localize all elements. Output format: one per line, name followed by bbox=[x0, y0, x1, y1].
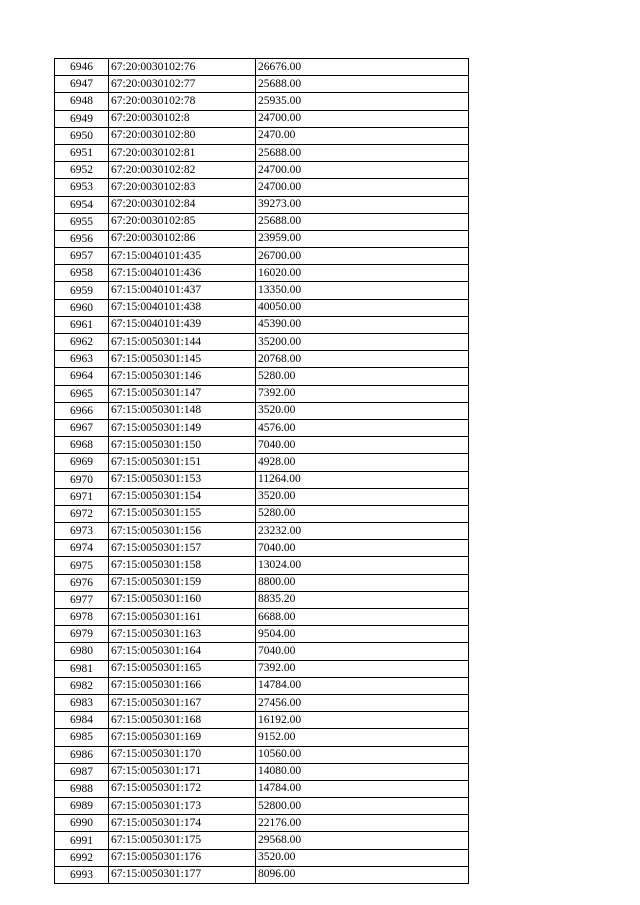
cadastral-number-cell: 67:20:0030102:77 bbox=[109, 76, 256, 93]
value-cell: 13350.00 bbox=[256, 282, 469, 299]
table-row bbox=[55, 419, 469, 436]
cadastral-number-cell: 67:15:0050301:163 bbox=[109, 626, 256, 643]
row-number-cell: 6967 bbox=[55, 419, 109, 436]
row-number-cell: 6960 bbox=[55, 299, 109, 316]
row-number-cell: 6957 bbox=[55, 248, 109, 265]
row-number-cell: 6970 bbox=[55, 471, 109, 488]
table-row bbox=[55, 540, 469, 557]
row-number-cell: 6973 bbox=[55, 523, 109, 540]
value-cell: 25688.00 bbox=[256, 144, 469, 161]
cadastral-number-cell: 67:15:0050301:158 bbox=[109, 557, 256, 574]
row-number-cell: 6982 bbox=[55, 677, 109, 694]
cadastral-number-cell: 67:15:0050301:166 bbox=[109, 677, 256, 694]
value-cell: 14080.00 bbox=[256, 763, 469, 780]
value-cell: 9152.00 bbox=[256, 729, 469, 746]
table-row bbox=[55, 316, 469, 333]
value-cell: 25688.00 bbox=[256, 76, 469, 93]
value-cell: 3520.00 bbox=[256, 488, 469, 505]
cadastral-number-cell: 67:15:0050301:148 bbox=[109, 402, 256, 419]
row-number-cell: 6976 bbox=[55, 574, 109, 591]
row-number-cell: 6969 bbox=[55, 454, 109, 471]
value-cell: 7040.00 bbox=[256, 437, 469, 454]
cadastral-number-cell: 67:15:0050301:144 bbox=[109, 334, 256, 351]
cadastral-number-cell: 67:15:0040101:438 bbox=[109, 299, 256, 316]
value-cell: 26676.00 bbox=[256, 59, 469, 76]
row-number-cell: 6956 bbox=[55, 230, 109, 247]
value-cell: 24700.00 bbox=[256, 110, 469, 127]
row-number-cell: 6961 bbox=[55, 316, 109, 333]
cadastral-number-cell: 67:15:0050301:151 bbox=[109, 454, 256, 471]
table-row bbox=[55, 832, 469, 849]
value-cell: 8835.20 bbox=[256, 591, 469, 608]
row-number-cell: 6962 bbox=[55, 334, 109, 351]
value-cell: 25688.00 bbox=[256, 213, 469, 230]
row-number-cell: 6979 bbox=[55, 626, 109, 643]
value-cell: 11264.00 bbox=[256, 471, 469, 488]
row-number-cell: 6948 bbox=[55, 93, 109, 110]
row-number-cell: 6975 bbox=[55, 557, 109, 574]
value-cell: 45390.00 bbox=[256, 316, 469, 333]
cadastral-number-cell: 67:15:0050301:161 bbox=[109, 609, 256, 626]
table-row bbox=[55, 385, 469, 402]
cadastral-number-cell: 67:15:0050301:177 bbox=[109, 866, 256, 883]
cadastral-number-cell: 67:15:0050301:146 bbox=[109, 368, 256, 385]
cadastral-number-cell: 67:20:0030102:78 bbox=[109, 93, 256, 110]
cadastral-number-cell: 67:20:0030102:80 bbox=[109, 127, 256, 144]
table-row bbox=[55, 93, 469, 110]
value-cell: 52800.00 bbox=[256, 798, 469, 815]
table-row bbox=[55, 454, 469, 471]
value-cell: 23232.00 bbox=[256, 523, 469, 540]
cadastral-number-cell: 67:15:0050301:172 bbox=[109, 780, 256, 797]
cadastral-number-cell: 67:15:0050301:156 bbox=[109, 523, 256, 540]
value-cell: 20768.00 bbox=[256, 351, 469, 368]
row-number-cell: 6947 bbox=[55, 76, 109, 93]
value-cell: 7040.00 bbox=[256, 643, 469, 660]
table-row bbox=[55, 213, 469, 230]
cadastral-number-cell: 67:20:0030102:81 bbox=[109, 144, 256, 161]
value-cell: 35200.00 bbox=[256, 334, 469, 351]
row-number-cell: 6972 bbox=[55, 505, 109, 522]
table-row bbox=[55, 334, 469, 351]
row-number-cell: 6965 bbox=[55, 385, 109, 402]
row-number-cell: 6984 bbox=[55, 712, 109, 729]
table-row bbox=[55, 248, 469, 265]
row-number-cell: 6978 bbox=[55, 609, 109, 626]
value-cell: 26700.00 bbox=[256, 248, 469, 265]
row-number-cell: 6966 bbox=[55, 402, 109, 419]
table-body bbox=[55, 59, 469, 884]
cadastral-number-cell: 67:20:0030102:8 bbox=[109, 110, 256, 127]
row-number-cell: 6983 bbox=[55, 694, 109, 711]
table-row bbox=[55, 660, 469, 677]
value-cell: 16192.00 bbox=[256, 712, 469, 729]
value-cell: 4576.00 bbox=[256, 419, 469, 436]
row-number-cell: 6987 bbox=[55, 763, 109, 780]
table-row bbox=[55, 712, 469, 729]
row-number-cell: 6951 bbox=[55, 144, 109, 161]
value-cell: 22176.00 bbox=[256, 815, 469, 832]
value-cell: 10560.00 bbox=[256, 746, 469, 763]
value-cell: 7392.00 bbox=[256, 385, 469, 402]
row-number-cell: 6959 bbox=[55, 282, 109, 299]
row-number-cell: 6955 bbox=[55, 213, 109, 230]
row-number-cell: 6988 bbox=[55, 780, 109, 797]
cadastral-number-cell: 67:15:0050301:174 bbox=[109, 815, 256, 832]
cadastral-number-cell: 67:15:0050301:160 bbox=[109, 591, 256, 608]
row-number-cell: 6992 bbox=[55, 849, 109, 866]
cadastral-number-cell: 67:15:0050301:149 bbox=[109, 419, 256, 436]
table-row bbox=[55, 110, 469, 127]
table-row bbox=[55, 729, 469, 746]
cadastral-number-cell: 67:15:0050301:167 bbox=[109, 694, 256, 711]
row-number-cell: 6949 bbox=[55, 110, 109, 127]
row-number-cell: 6958 bbox=[55, 265, 109, 282]
table-row bbox=[55, 798, 469, 815]
cadastral-number-cell: 67:15:0050301:155 bbox=[109, 505, 256, 522]
data-table bbox=[54, 58, 469, 884]
row-number-cell: 6946 bbox=[55, 59, 109, 76]
table-row bbox=[55, 694, 469, 711]
row-number-cell: 6954 bbox=[55, 196, 109, 213]
row-number-cell: 6953 bbox=[55, 179, 109, 196]
row-number-cell: 6968 bbox=[55, 437, 109, 454]
table-row bbox=[55, 144, 469, 161]
value-cell: 13024.00 bbox=[256, 557, 469, 574]
row-number-cell: 6952 bbox=[55, 162, 109, 179]
table-row bbox=[55, 368, 469, 385]
row-number-cell: 6980 bbox=[55, 643, 109, 660]
value-cell: 3520.00 bbox=[256, 849, 469, 866]
cadastral-number-cell: 67:15:0050301:171 bbox=[109, 763, 256, 780]
value-cell: 5280.00 bbox=[256, 505, 469, 522]
cadastral-number-cell: 67:15:0040101:437 bbox=[109, 282, 256, 299]
cadastral-number-cell: 67:15:0050301:150 bbox=[109, 437, 256, 454]
value-cell: 5280.00 bbox=[256, 368, 469, 385]
table-row bbox=[55, 574, 469, 591]
row-number-cell: 6985 bbox=[55, 729, 109, 746]
table-row bbox=[55, 746, 469, 763]
row-number-cell: 6950 bbox=[55, 127, 109, 144]
table-row bbox=[55, 609, 469, 626]
table-row bbox=[55, 780, 469, 797]
value-cell: 23959.00 bbox=[256, 230, 469, 247]
cadastral-number-cell: 67:15:0050301:170 bbox=[109, 746, 256, 763]
table-row bbox=[55, 179, 469, 196]
table-row bbox=[55, 59, 469, 76]
value-cell: 6688.00 bbox=[256, 609, 469, 626]
table-row bbox=[55, 437, 469, 454]
row-number-cell: 6989 bbox=[55, 798, 109, 815]
cadastral-number-cell: 67:15:0050301:176 bbox=[109, 849, 256, 866]
value-cell: 7392.00 bbox=[256, 660, 469, 677]
table-row bbox=[55, 849, 469, 866]
cadastral-number-cell: 67:15:0050301:169 bbox=[109, 729, 256, 746]
table-row bbox=[55, 677, 469, 694]
table-row bbox=[55, 557, 469, 574]
value-cell: 8800.00 bbox=[256, 574, 469, 591]
value-cell: 40050.00 bbox=[256, 299, 469, 316]
value-cell: 27456.00 bbox=[256, 694, 469, 711]
table-row bbox=[55, 351, 469, 368]
value-cell: 7040.00 bbox=[256, 540, 469, 557]
table-row bbox=[55, 162, 469, 179]
cadastral-number-cell: 67:15:0050301:168 bbox=[109, 712, 256, 729]
row-number-cell: 6986 bbox=[55, 746, 109, 763]
table-row bbox=[55, 299, 469, 316]
table-row bbox=[55, 196, 469, 213]
cadastral-number-cell: 67:15:0040101:435 bbox=[109, 248, 256, 265]
cadastral-number-cell: 67:15:0050301:164 bbox=[109, 643, 256, 660]
cadastral-number-cell: 67:15:0050301:154 bbox=[109, 488, 256, 505]
row-number-cell: 6977 bbox=[55, 591, 109, 608]
cadastral-number-cell: 67:15:0050301:173 bbox=[109, 798, 256, 815]
value-cell: 9504.00 bbox=[256, 626, 469, 643]
table-row bbox=[55, 488, 469, 505]
cadastral-number-cell: 67:15:0050301:159 bbox=[109, 574, 256, 591]
table-row bbox=[55, 626, 469, 643]
cadastral-number-cell: 67:15:0050301:153 bbox=[109, 471, 256, 488]
table-row bbox=[55, 643, 469, 660]
row-number-cell: 6971 bbox=[55, 488, 109, 505]
row-number-cell: 6991 bbox=[55, 832, 109, 849]
table-row bbox=[55, 815, 469, 832]
table-row bbox=[55, 866, 469, 883]
table-row bbox=[55, 763, 469, 780]
value-cell: 24700.00 bbox=[256, 179, 469, 196]
cadastral-number-cell: 67:20:0030102:84 bbox=[109, 196, 256, 213]
value-cell: 39273.00 bbox=[256, 196, 469, 213]
cadastral-number-cell: 67:20:0030102:82 bbox=[109, 162, 256, 179]
row-number-cell: 6981 bbox=[55, 660, 109, 677]
cadastral-number-cell: 67:15:0050301:147 bbox=[109, 385, 256, 402]
row-number-cell: 6990 bbox=[55, 815, 109, 832]
table-row bbox=[55, 230, 469, 247]
value-cell: 14784.00 bbox=[256, 677, 469, 694]
table-row bbox=[55, 127, 469, 144]
cadastral-number-cell: 67:20:0030102:83 bbox=[109, 179, 256, 196]
table-row bbox=[55, 505, 469, 522]
value-cell: 8096.00 bbox=[256, 866, 469, 883]
cadastral-number-cell: 67:15:0050301:157 bbox=[109, 540, 256, 557]
table-row bbox=[55, 265, 469, 282]
table-row bbox=[55, 282, 469, 299]
value-cell: 3520.00 bbox=[256, 402, 469, 419]
cadastral-number-cell: 67:20:0030102:85 bbox=[109, 213, 256, 230]
row-number-cell: 6974 bbox=[55, 540, 109, 557]
value-cell: 25935.00 bbox=[256, 93, 469, 110]
cadastral-number-cell: 67:20:0030102:86 bbox=[109, 230, 256, 247]
value-cell: 16020.00 bbox=[256, 265, 469, 282]
cadastral-number-cell: 67:15:0050301:145 bbox=[109, 351, 256, 368]
cadastral-number-cell: 67:20:0030102:76 bbox=[109, 59, 256, 76]
table-row bbox=[55, 591, 469, 608]
value-cell: 14784.00 bbox=[256, 780, 469, 797]
row-number-cell: 6993 bbox=[55, 866, 109, 883]
value-cell: 4928.00 bbox=[256, 454, 469, 471]
table-row bbox=[55, 471, 469, 488]
cadastral-number-cell: 67:15:0050301:165 bbox=[109, 660, 256, 677]
table-row bbox=[55, 76, 469, 93]
row-number-cell: 6963 bbox=[55, 351, 109, 368]
cadastral-number-cell: 67:15:0050301:175 bbox=[109, 832, 256, 849]
cadastral-number-cell: 67:15:0040101:436 bbox=[109, 265, 256, 282]
cadastral-number-cell: 67:15:0040101:439 bbox=[109, 316, 256, 333]
value-cell: 2470.00 bbox=[256, 127, 469, 144]
value-cell: 24700.00 bbox=[256, 162, 469, 179]
row-number-cell: 6964 bbox=[55, 368, 109, 385]
table-row bbox=[55, 523, 469, 540]
table-row bbox=[55, 402, 469, 419]
value-cell: 29568.00 bbox=[256, 832, 469, 849]
